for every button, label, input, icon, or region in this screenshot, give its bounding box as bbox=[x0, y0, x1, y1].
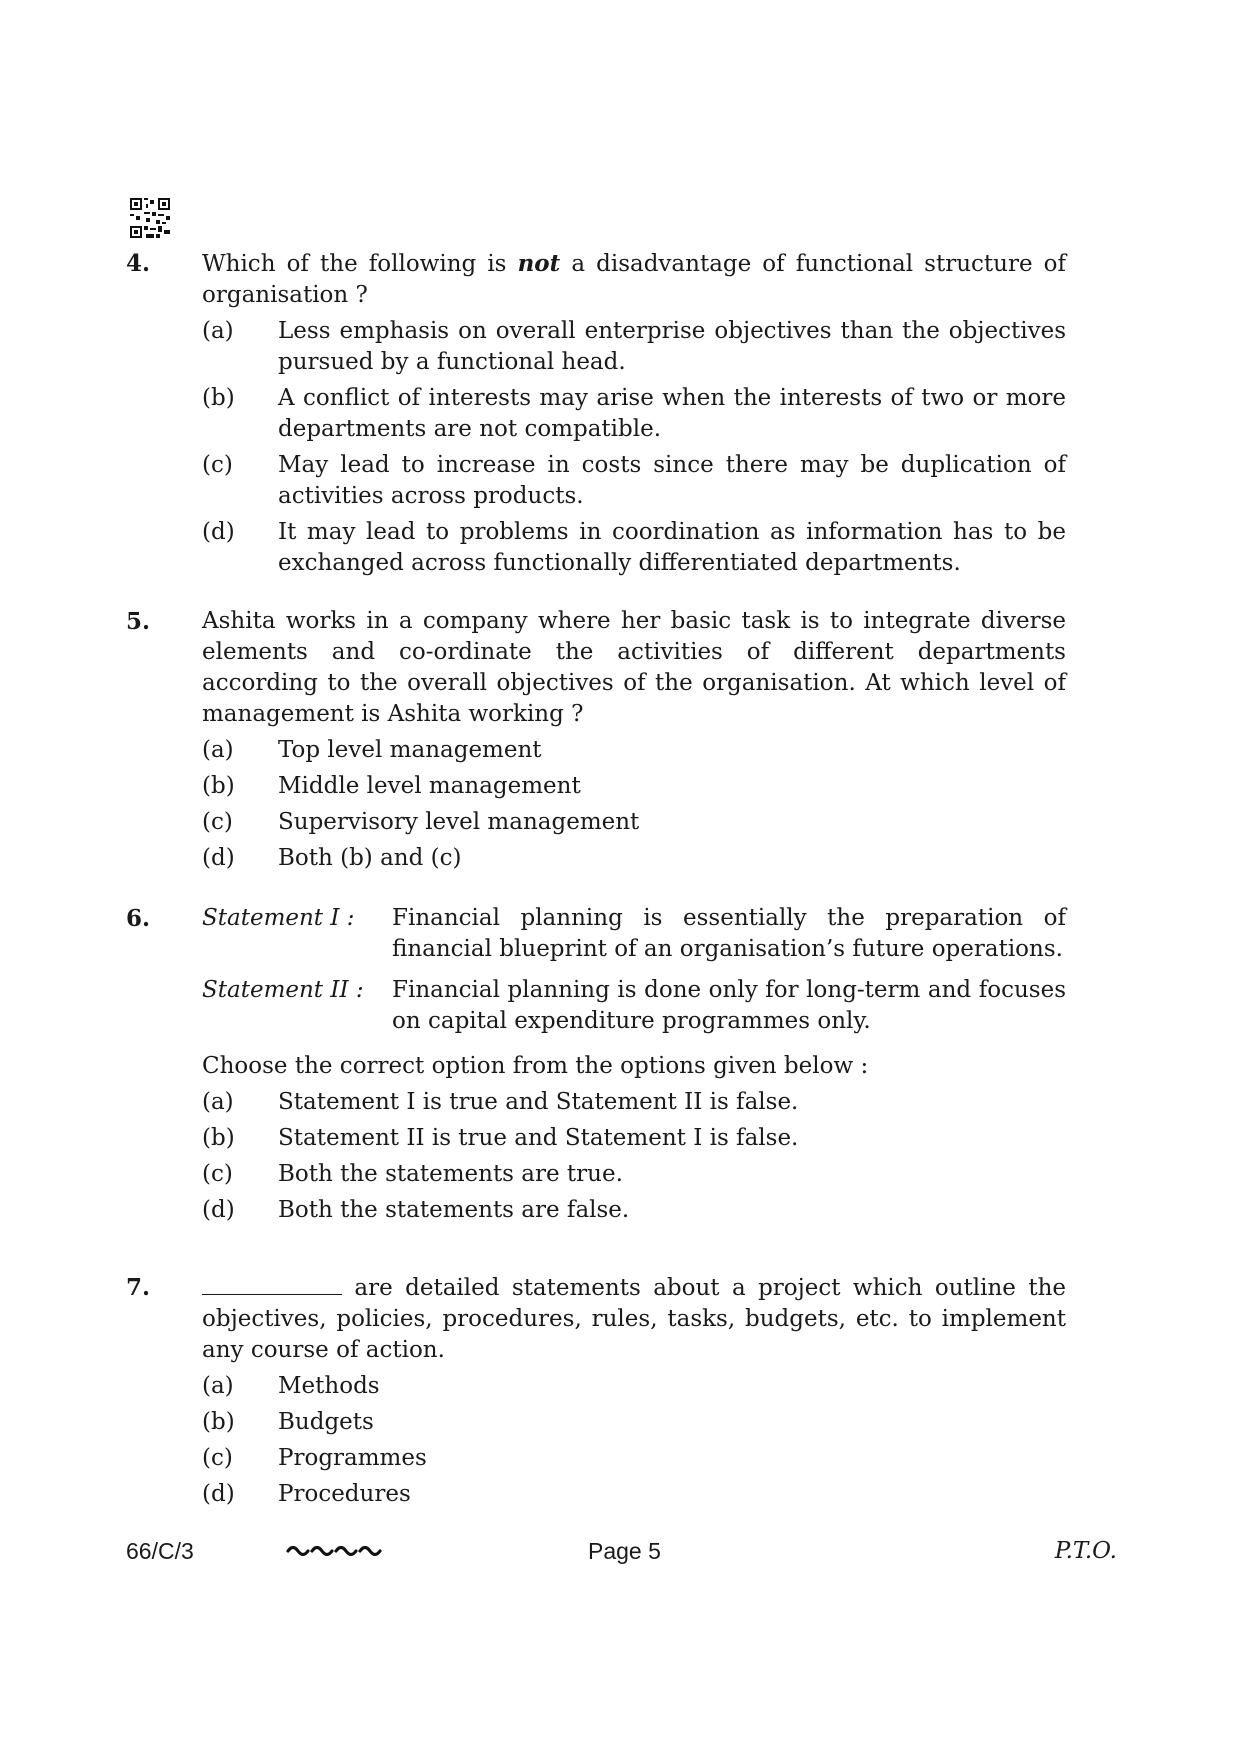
question-text: Which of the following is not a disadvantage of functional structure of organisation ? bbox=[202, 250, 1066, 308]
question-number: 4. bbox=[126, 250, 151, 277]
question-6 bbox=[126, 903, 1066, 1226]
question-text: Ashita works in a company where her basic task is to integrate diverse elements and co-ordinate the activities of different departments according to the overall objectives of the organisation. At which level of management is Ashita working ? bbox=[202, 608, 1066, 727]
emphasis-not: not bbox=[517, 250, 561, 277]
option-c: (c) Supervisory level management bbox=[202, 809, 640, 835]
question-number: 6. bbox=[126, 905, 151, 932]
qr-code-icon bbox=[130, 198, 170, 238]
option-d: (d) Procedures bbox=[202, 1481, 411, 1507]
option-c: (c) Both the statements are true. bbox=[202, 1161, 623, 1187]
option-a: (a) Methods bbox=[202, 1373, 380, 1399]
question-text: are detailed statements about a project which outline the objectives, policies, procedures, rules, tasks, budgets, etc. to implement any course of action. bbox=[202, 1272, 1066, 1366]
option-a: (a) Statement I is true and Statement II is false. bbox=[202, 1089, 799, 1115]
option-b: (b) Budgets bbox=[202, 1409, 374, 1435]
statement-text: Financial planning is essentially the preparation of financial blueprint of an organisation’s future operations. bbox=[392, 905, 1066, 962]
please-turn-over: P.T.O. bbox=[1054, 1538, 1117, 1564]
question-4 bbox=[126, 248, 1066, 579]
question-number: 7. bbox=[126, 1274, 151, 1301]
option-d: (d) It may lead to problems in coordination as information has to be exchanged across functionally differentiated departments. bbox=[202, 519, 1066, 576]
statement-1 bbox=[202, 903, 1066, 965]
option-d: (d) Both the statements are false. bbox=[202, 1197, 630, 1223]
question-7 bbox=[126, 1272, 1066, 1510]
instruction-text: Choose the correct option from the options given below : bbox=[202, 1053, 869, 1079]
statement-2 bbox=[202, 975, 1066, 1037]
option-a: (a) Top level management bbox=[202, 737, 542, 763]
fill-in-blank bbox=[202, 1272, 342, 1295]
option-b: (b) Statement II is true and Statement I is false. bbox=[202, 1125, 799, 1151]
option-d: (d) Both (b) and (c) bbox=[202, 845, 462, 871]
question-number: 5. bbox=[126, 608, 151, 635]
page-footer bbox=[0, 1538, 1241, 1570]
statement-label: Statement II : bbox=[202, 977, 364, 1003]
statement-label: Statement I : bbox=[202, 905, 355, 931]
option-c: (c) May lead to increase in costs since there may be duplication of activities across products. bbox=[202, 452, 1066, 509]
page-number: Page 5 bbox=[588, 1538, 661, 1564]
statement-text: Financial planning is done only for long-term and focuses on capital expenditure programmes only. bbox=[392, 977, 1066, 1034]
option-b: (b) A conflict of interests may arise when the interests of two or more departments are not compatible. bbox=[202, 385, 1066, 442]
wave-decoration-icon bbox=[286, 1540, 386, 1560]
option-c: (c) Programmes bbox=[202, 1445, 427, 1471]
option-b: (b) Middle level management bbox=[202, 773, 581, 799]
question-5 bbox=[126, 606, 1066, 874]
option-a: (a) Less emphasis on overall enterprise objectives than the objectives pursued by a functional head. bbox=[202, 318, 1066, 375]
paper-code: 66/C/3 bbox=[126, 1538, 194, 1564]
